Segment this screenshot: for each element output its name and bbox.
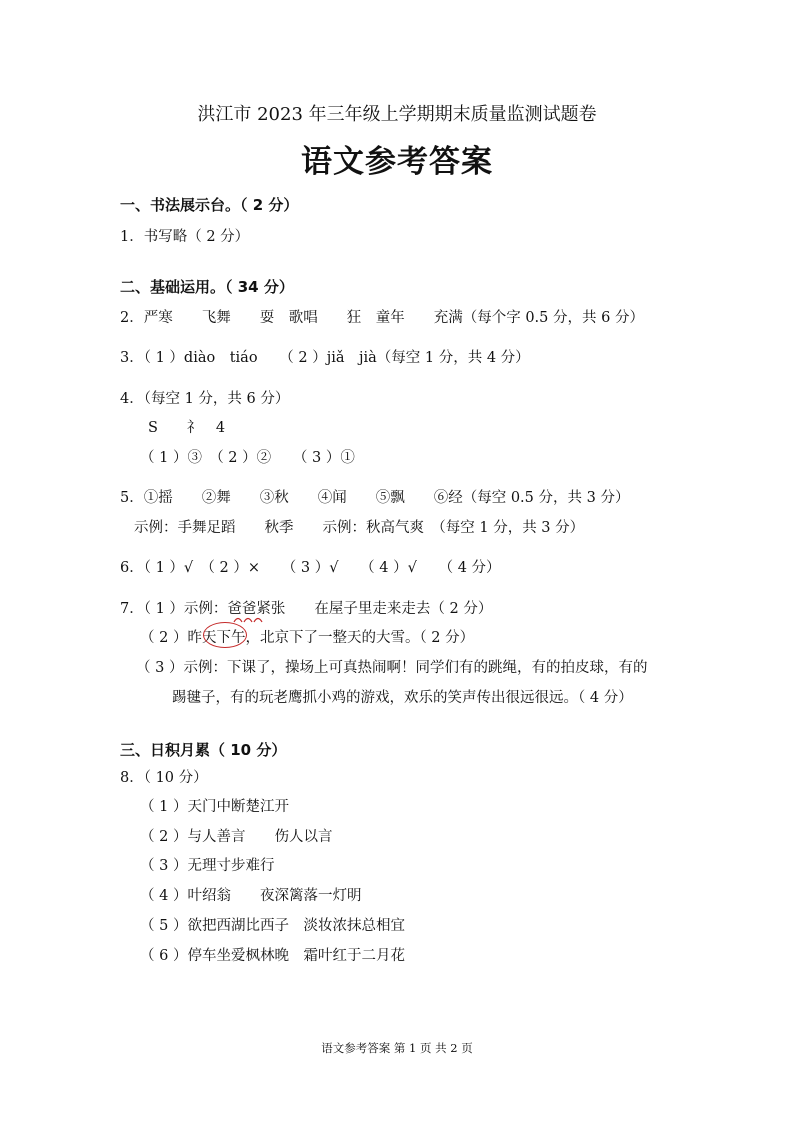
- answer-line-q8-5: （ 5 ）欲把西湖比西子 淡妆浓抹总相宜: [140, 918, 405, 934]
- answer-line-q7-part1: 7．（ 1 ）示例：爸爸紧张 在屋子里走来走去（ 2 分）: [120, 601, 493, 617]
- answer-line-q5-examples: 示例：手舞足蹈 秋季 示例：秋高气爽 （每空 1 分，共 3 分）: [134, 520, 585, 536]
- exam-title: 洪江市 2023 年三年级上学期期末质量监测试题卷: [197, 104, 597, 125]
- answer-line-q4-heading: 4．（每空 1 分，共 6 分）: [120, 391, 290, 407]
- answer-line-q2: 2．严寒 飞舞 耍 歌唱 狂 童年 充满（每个字 0.5 分，共 6 分）: [120, 310, 644, 326]
- answer-line-q6: 6．（ 1 ）√ （ 2 ）× （ 3 ）√ （ 4 ）√ （ 4 分）: [120, 560, 501, 576]
- answer-line-q7-part3-cont: 踢毽子，有的玩老鹰抓小鸡的游戏，欢乐的笑声传出很远很远。（ 4 分）: [172, 690, 633, 706]
- answer-line-q7-part3: （ 3 ）示例：下课了，操场上可真热闹啊！同学们有的跳绳，有的拍皮球，有的: [136, 660, 648, 676]
- answer-line-q4-strokes: S 礻 4: [148, 420, 226, 436]
- section-heading-2: 二、基础运用。（ 34 分）: [120, 278, 294, 296]
- annotation-marks: [232, 614, 272, 628]
- answer-line-q8-4: （ 4 ）叶绍翁 夜深篱落一灯明: [140, 888, 362, 904]
- answer-line-q8-1: （ 1 ）天门中断楚江开: [140, 799, 289, 815]
- page-title: 语文参考答案: [301, 144, 493, 180]
- answer-line-q8-6: （ 6 ）停车坐爱枫林晚 霜叶红于二月花: [140, 948, 405, 964]
- page-footer: 语文参考答案 第 1 页 共 2 页: [321, 1041, 473, 1055]
- answer-line-q5-words: 5．①摇 ②舞 ③秋 ④闻 ⑤飘 ⑥经（每空 0.5 分，共 3 分）: [120, 490, 630, 506]
- answer-line-q3: 3．（ 1 ）diào tiáo （ 2 ）jiǎ jià（每空 1 分，共 4 分）: [120, 350, 530, 366]
- section-heading-3: 三、日积月累（ 10 分）: [120, 741, 287, 759]
- section-heading-1: 一、书法展示台。（ 2 分）: [120, 196, 299, 214]
- answer-line-q4-choices: （ 1 ）③ （ 2 ）② （ 3 ）①: [140, 450, 355, 466]
- answer-line-q8: 8．（ 10 分）: [120, 770, 208, 786]
- answer-line-q8-3: （ 3 ）无理寸步难行: [140, 858, 275, 874]
- answer-line-q1: 1．书写略（ 2 分）: [120, 229, 250, 245]
- answer-line-q8-2: （ 2 ）与人善言 伤人以言: [140, 829, 333, 845]
- answer-line-q7-part2: （ 2 ）昨天下午，北京下了一整天的大雪。（ 2 分）: [140, 630, 475, 646]
